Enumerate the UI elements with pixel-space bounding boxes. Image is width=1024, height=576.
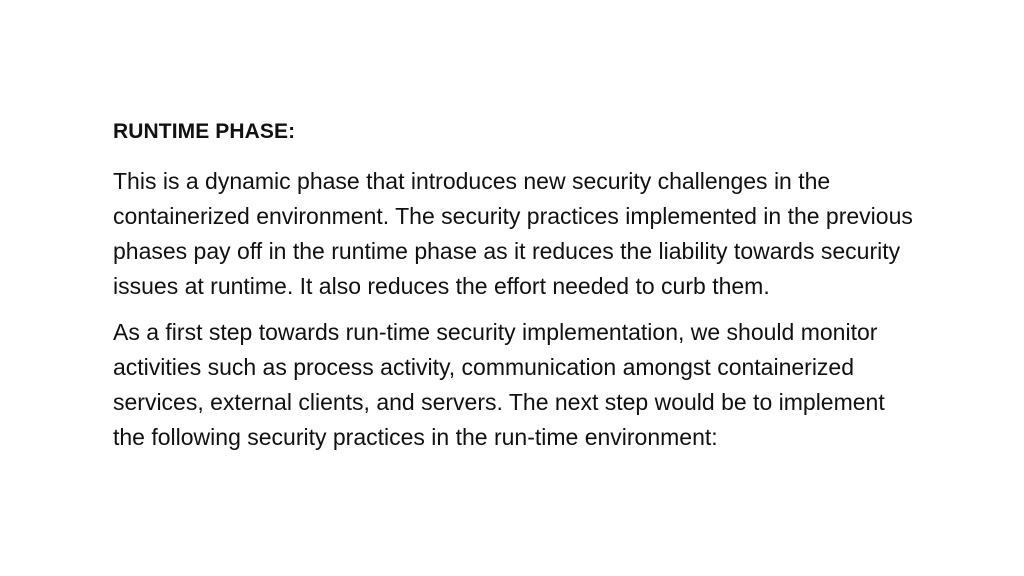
section-heading: RUNTIME PHASE: — [113, 120, 296, 143]
paragraph-line: services, external clients, and servers. The next step would be to implement — [113, 389, 885, 415]
paragraph-runtime-intro — [113, 164, 1013, 304]
paragraph-line: This is a dynamic phase that introduces new security challenges in the — [113, 168, 831, 194]
paragraph-line: containerized environment. The security practices implemented in the previous — [113, 203, 913, 229]
paragraph-line: phases pay off in the runtime phase as it reduces the liability towards security — [113, 238, 901, 264]
paragraph-line: As a first step towards run-time security implementation, we should monitor — [113, 319, 878, 345]
paragraph-runtime-steps — [113, 315, 1013, 455]
paragraph-line: activities such as process activity, communication amongst containerized — [113, 354, 855, 380]
paragraph-line: issues at runtime. It also reduces the effort needed to curb them. — [113, 273, 770, 299]
slide-content — [113, 118, 1013, 466]
paragraph-line: the following security practices in the run-time environment: — [113, 424, 718, 450]
